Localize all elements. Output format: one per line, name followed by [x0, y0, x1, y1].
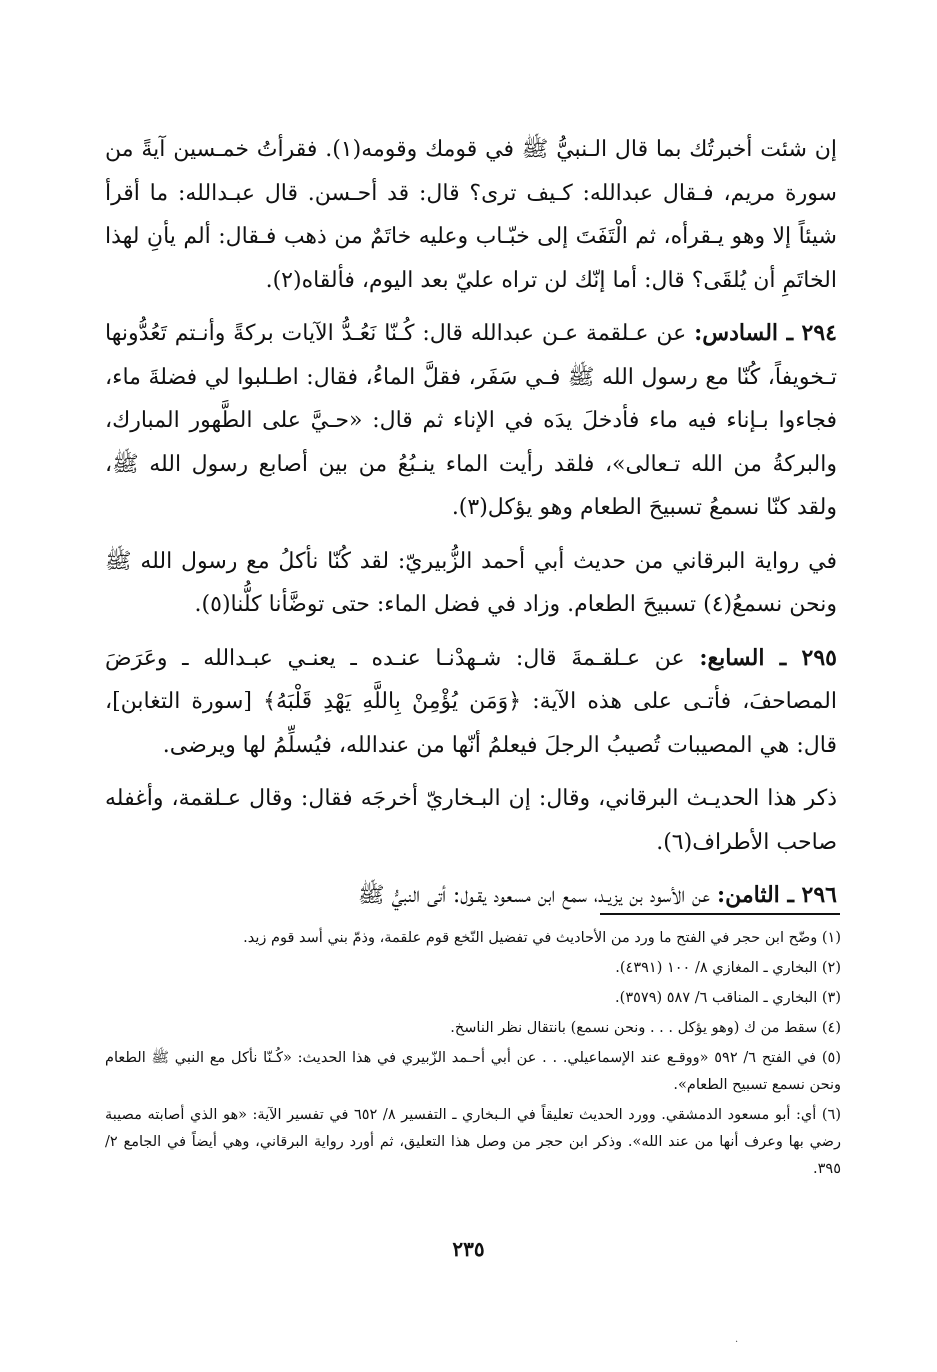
paragraph: [105, 128, 837, 302]
footnote: (١) وضّح ابن حجر في الفتح ما ورد من الأحاديث في تفضيل النّخع قوم علقمة، وذمّ بني أسد قوم زيد.: [243, 930, 841, 946]
paragraph: [105, 312, 837, 530]
paragraph-text: إن شئت أخبرتُك بما قال الـنبيُّ ﷺ في قومك وقومه(١). فقرأتُ خمـسين آيةً من سورة مريم، فـقال عبدالله: كـيف ترى؟ قال: قد أحـسن. قال عبـدالله: ما أقرأ شيئاً إلا وهو يـقرأه، ثم الْتَفَتَ إلى خبّـاب وعليه خاتَمٌ من ذهب فـقال: ألم يأنِ لهذا الخاتَمِ أن يُلقَى؟ قال: أما إنّك لن تراه عليّ بعد اليوم، فألقاه(٢).: [105, 137, 837, 293]
paragraph-text: عن عـلقـمةَ قال: شـهدْنـا عنـده ـ يعنـي عبـدالله ـ وعَرَضَ المصاحفَ، فأتـى على هذه الآية: ﴿وَمَن يُؤْمِنْ بِاللَّهِ يَهْدِ قَلْبَهُ﴾ [سورة التغابن]، قال: هي المصيبات تُصيبُ الرجلَ فيعلمُ أنّها من عندالله، فيُسلِّمُ لها ويرضى.: [105, 645, 837, 758]
hadith-number: ٢٩٤ ـ السادس:: [694, 320, 837, 346]
footnote: (٣) البخاري ـ المناقب ٦/ ٥٨٧ (٣٥٧٩).: [615, 990, 841, 1006]
hadith-number: ٢٩٥ ـ السابع:: [699, 644, 837, 671]
footnote: (٤) سقط من ك (وهو يؤكل . . . ونحن نسمع) بانتقال نظر الناسخ.: [450, 1020, 841, 1036]
paragraph: [105, 874, 837, 918]
paragraph-text: في رواية البرقاني من حديث أبي أحمد الزُّبيريّ: لقد كُنّا نأكلُ مع رسول الله ﷺ ونحن نسمعُ(٤) تسبيحَ الطعام. وزاد في فضل الماء: حتى توضَّأنا كلُّنا(٥).: [105, 548, 837, 617]
footnote: (٦) أي: أبو مسعود الدمشقي. وورد الحديث تعليقاً في الـبخاري ـ التفسير ٨/ ٦٥٢ في تفسير الآية: «هو الذي أصابته مصيبة رضي بها وعرف أنها من عند الله». وذكر ابن حجر من وصل هذا التعليق، ثم أورد رواية البرقاني، وهي أيضاً في الجامع ٢/ ٣٩٥.: [105, 1107, 841, 1177]
page-number: ٢٣٥: [452, 1237, 485, 1261]
paragraph-text: ذكر هذا الحديـث البرقاني، وقال: إن البـخاريّ أخرجَه فقال: وقال عـلقمة، وأغفله صاحب الأطراف(٦).: [105, 786, 837, 855]
paragraph-text: عن عـلقمة عـن عبدالله قال: كُـنّا نَعُـدُّ الآيات بركةً وأنـتم تَعُدُّونها تـخويفاً، كُنّا مع رسول الله ﷺ فـي سَفَر، فقلَّ الماءُ، فقال: اطـلبوا لي فضلةَ ماء، فجاءوا بـإناء فيه ماء فأدخلَ يدَه في الإناء ثم قال: «حـيَّ على الطَّهور المبارك، والبركةُ من الله تـعالى»، فلقد رأيت الماء ينـبُعُ من بين أصابع رسول الله ﷺ، ولقد كنّا نسمعُ تسبيحَ الطعام وهو يؤكل(٣).: [105, 321, 837, 520]
footnotes: [105, 925, 841, 1186]
main-text: [105, 128, 837, 928]
footnote: (٥) في الفتح ٦/ ٥٩٢ «ووقـع عند الإسماعيلي. . . عن أبي أحـمد الزّبيري في هذا الحديث: «كُـنّا نأكل مع النبي ﷺ الطعام ونحن نسمع تسبيح الطعام».: [105, 1050, 841, 1093]
hadith-number: ٢٩٦ ـ الثامن:: [716, 882, 837, 908]
footnote: (٢) البخاري ـ المغازي ٨/ ١٠٠ (٤٣٩١).: [615, 960, 841, 976]
paragraph-text: عن الأسود بن يزيـد، سمع ابن مسعود يقـول: أتى النبيُّ ﷺ: [358, 883, 717, 908]
paragraph: [105, 637, 837, 768]
paragraph: [105, 540, 837, 627]
footnote-divider: [600, 913, 840, 915]
paragraph: [105, 777, 837, 864]
corner-mark: ·: [735, 1337, 739, 1348]
